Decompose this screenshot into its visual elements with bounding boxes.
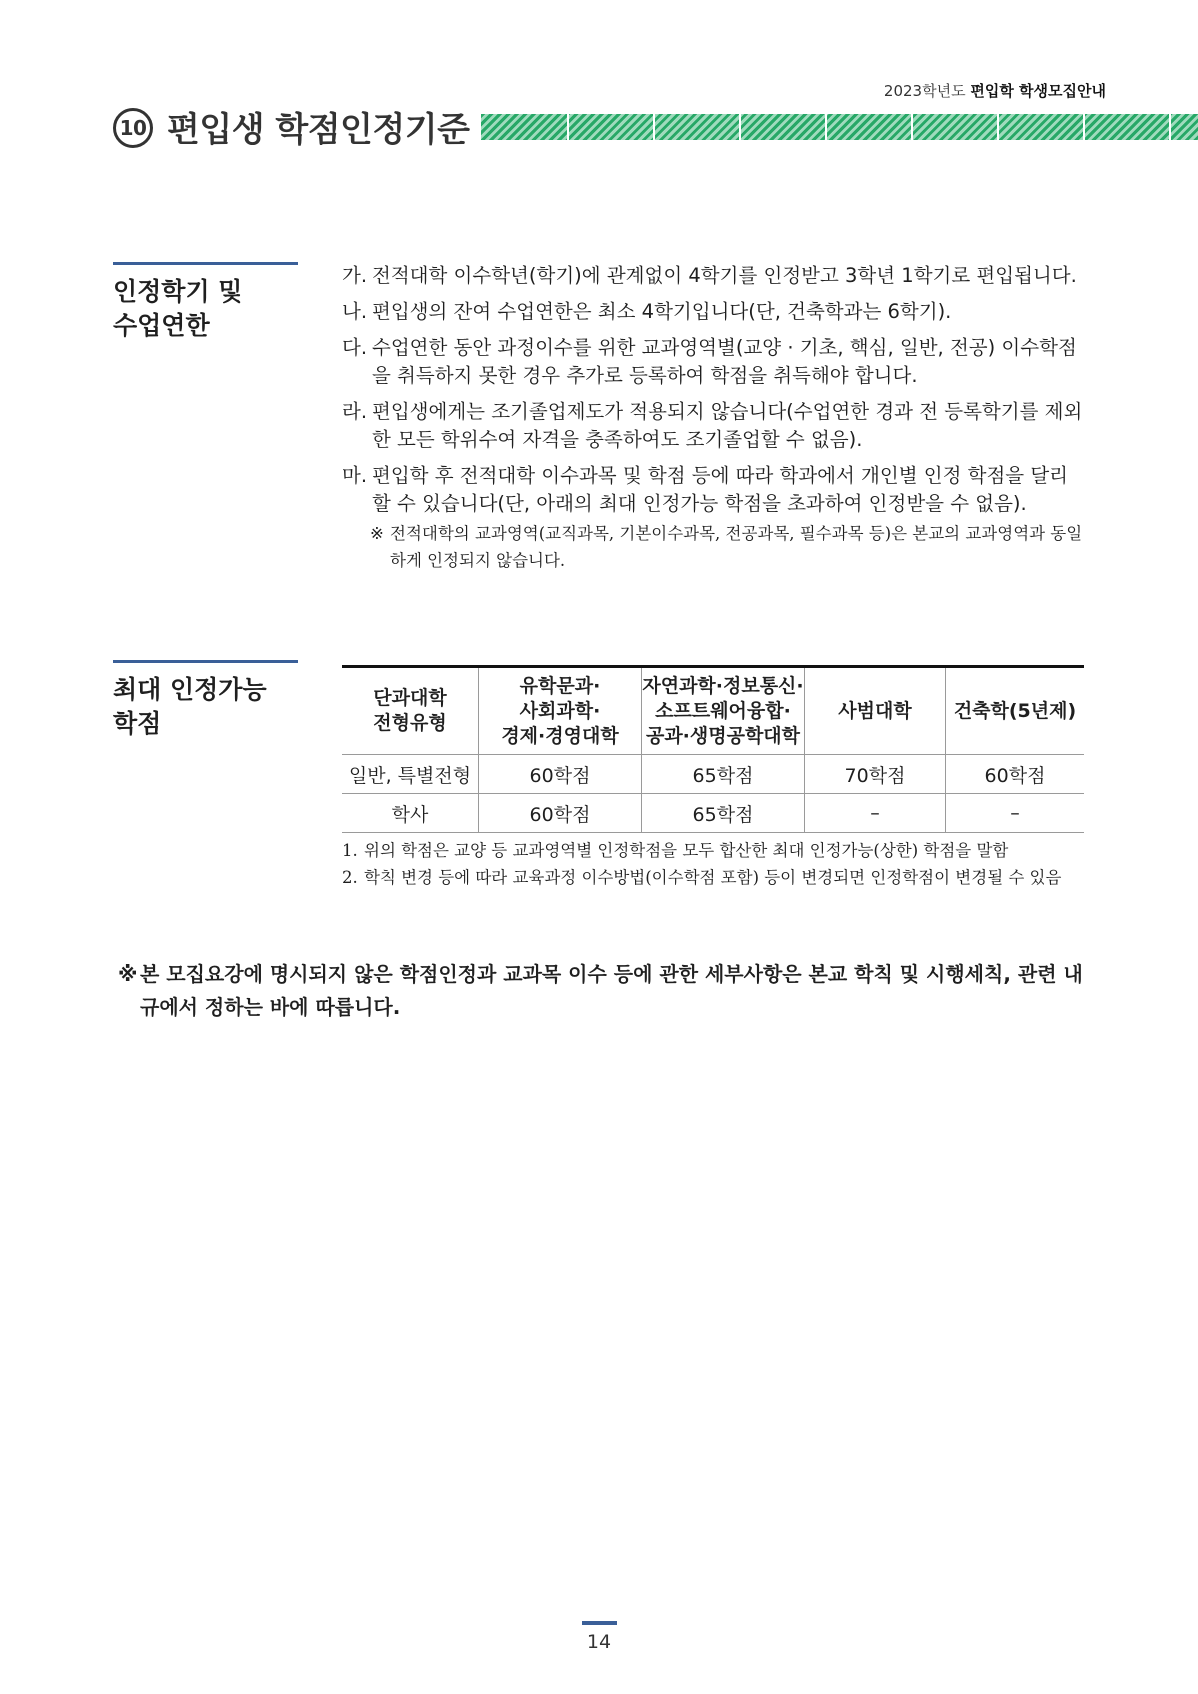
footnote <box>342 864 1084 891</box>
title-number-badge: 10 <box>113 108 153 148</box>
rule-text: 수업연한 동안 과정이수를 위한 교과영역별(교양 · 기초, 핵심, 일반, 전공) 이수학점을 취득하지 못한 경우 추가로 등록하여 학점을 취득해야 합니다. <box>372 336 1077 387</box>
note-text: 전적대학의 교과영역(교직과목, 기본이수과목, 전공과목, 필수과목 등)은 본교의 교과영역과 동일하게 인정되지 않습니다. <box>390 524 1083 570</box>
title-decoration-bar <box>481 114 1198 140</box>
footnote <box>342 837 1084 864</box>
rule-text: 전적대학 이수학년(학기)에 관계없이 4학기를 인정받고 3학년 1학기로 편입됩니다. <box>372 264 1077 287</box>
page-number: 14 <box>586 1631 612 1653</box>
table-row <box>342 755 1084 794</box>
table-cell: 65학점 <box>642 755 805 794</box>
page-number-rule <box>582 1621 617 1625</box>
rule-text: 편입학 후 전적대학 이수과목 및 학점 등에 따라 학과에서 개인별 인정 학점을 달리할 수 있습니다(단, 아래의 최대 인정가능 학점을 초과하여 인정받을 수 없음). <box>372 464 1069 515</box>
table-header-row <box>342 667 1084 755</box>
table-cell: – <box>805 794 946 833</box>
table-cell: 일반, 특별전형 <box>342 755 479 794</box>
table-cell: 60학점 <box>479 794 642 833</box>
title-label: 편입생 학점인정기준 <box>167 110 470 151</box>
footnote-mark: 1. <box>342 841 358 860</box>
bottom-note-mark: ※ <box>118 962 138 986</box>
rule-mark: 마. <box>342 464 368 487</box>
semester-rules <box>342 262 1084 574</box>
header-year: 2023학년도 <box>883 82 966 100</box>
rule-item <box>342 462 1084 518</box>
footnote-mark: 2. <box>342 868 358 887</box>
bottom-note <box>118 958 1088 1024</box>
table-cell: 70학점 <box>805 755 946 794</box>
table-header-cell: 유학문과· 사회과학· 경제·경영대학 <box>479 667 642 755</box>
rule-mark: 가. <box>342 264 368 287</box>
table-cell: 60학점 <box>946 755 1085 794</box>
rule-item <box>342 398 1084 454</box>
rule-mark: 다. <box>342 336 368 359</box>
table-header-cell: 단과대학 전형유형 <box>342 667 479 755</box>
table-header-cell: 건축학(5년제) <box>946 667 1085 755</box>
page-title <box>113 102 469 152</box>
footnote-text: 위의 학점은 교양 등 교과영역별 인정학점을 모두 합산한 최대 인정가능(상한) 학점을 말함 <box>364 841 1009 860</box>
table-header-cell: 자연과학·정보통신· 소프트웨어융합· 공과·생명공학대학 <box>642 667 805 755</box>
table-cell: 학사 <box>342 794 479 833</box>
rule-note <box>370 520 1084 574</box>
bottom-note-text: 본 모집요강에 명시되지 않은 학점인정과 교과목 이수 등에 관한 세부사항은 본교 학칙 및 시행세칙, 관련 내규에서 정하는 바에 따릅니다. <box>140 962 1083 1019</box>
rule-text: 편입생에게는 조기졸업제도가 적용되지 않습니다(수업연한 경과 전 등록학기를 제외한 모든 학위수여 자격을 충족하여도 조기졸업할 수 없음). <box>372 400 1083 451</box>
table-footnotes <box>342 837 1084 891</box>
rule-mark: 나. <box>342 300 368 323</box>
rule-item <box>342 262 1084 290</box>
running-header <box>884 80 1106 101</box>
rule-mark: 라. <box>342 400 368 423</box>
rule-text: 편입생의 잔여 수업연한은 최소 4학기입니다(단, 건축학과는 6학기). <box>372 300 952 323</box>
rule-item <box>342 334 1084 390</box>
header-program: 편입학 학생모집안내 <box>970 82 1106 100</box>
footnote-text: 학칙 변경 등에 따라 교육과정 이수방법(이수학점 포함) 등이 변경되면 인정학점이 변경될 수 있음 <box>364 868 1062 887</box>
note-mark: ※ <box>370 524 384 543</box>
table-cell: – <box>946 794 1085 833</box>
max-credit-table <box>342 665 1084 833</box>
section-label-semester: 인정학기 및 수업연한 <box>113 262 298 343</box>
section-label-max-credits: 최대 인정가능 학점 <box>113 660 298 741</box>
table-row <box>342 794 1084 833</box>
table-cell: 60학점 <box>479 755 642 794</box>
table-cell: 65학점 <box>642 794 805 833</box>
rule-item <box>342 298 1084 326</box>
section-title-row <box>113 102 1198 152</box>
table-header-cell: 사범대학 <box>805 667 946 755</box>
